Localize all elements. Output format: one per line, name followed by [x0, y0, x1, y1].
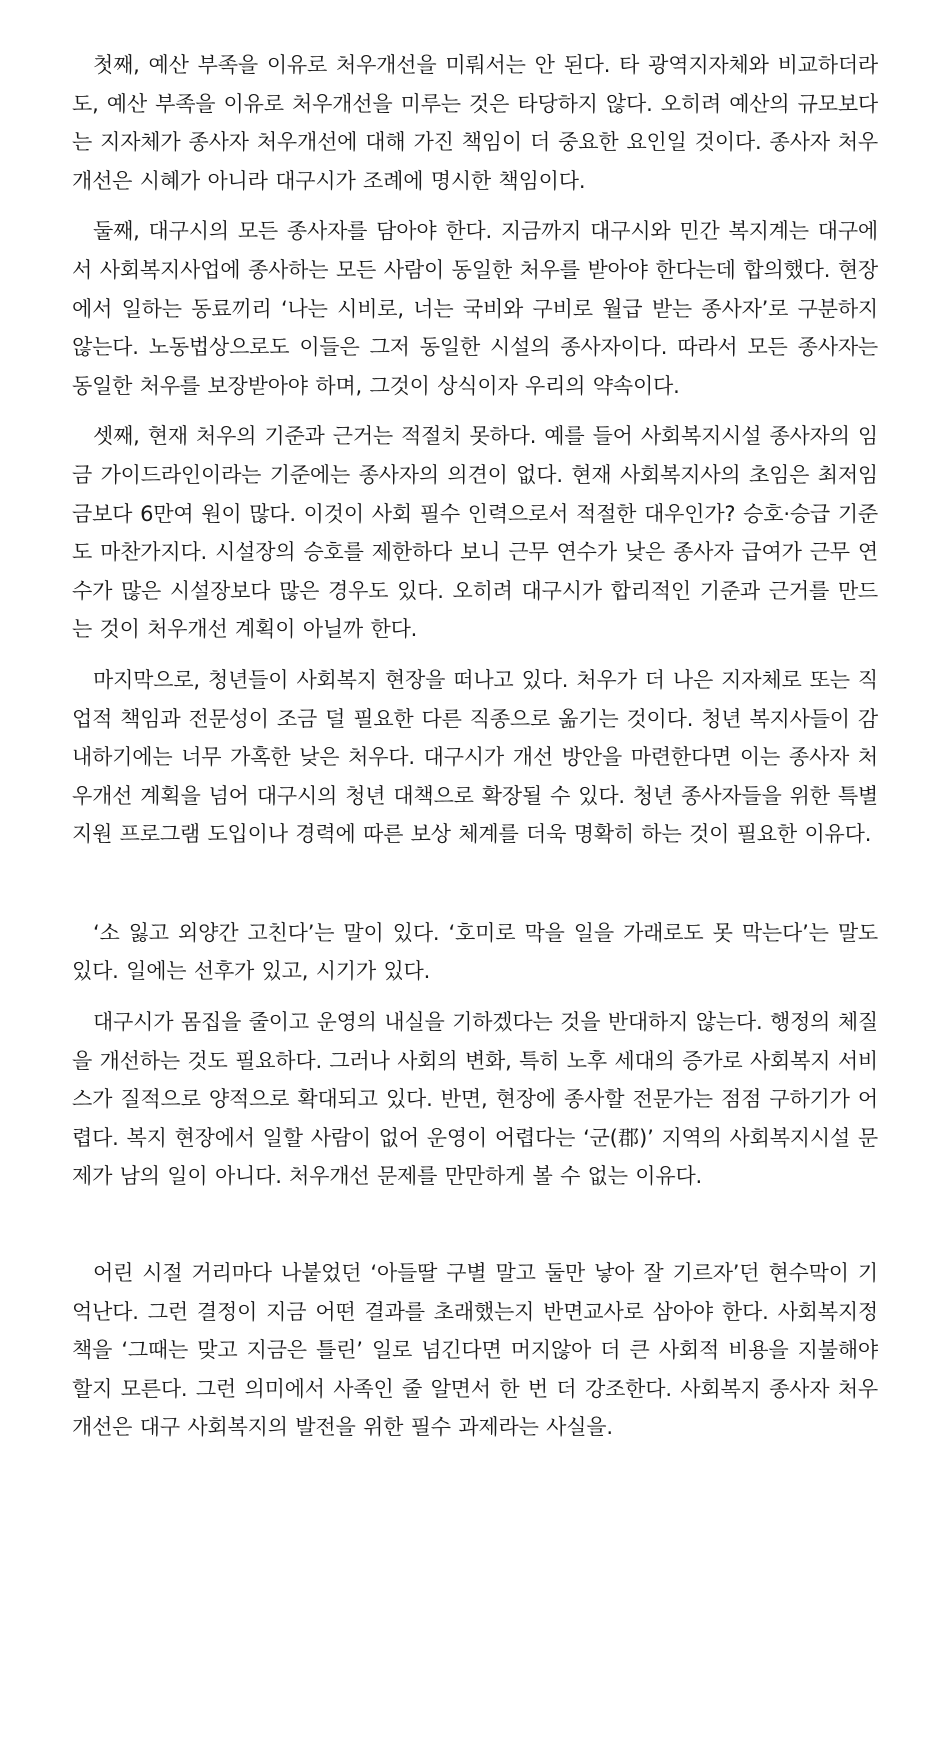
- paragraph-third-point: 셋째, 현재 처우의 기준과 근거는 적절치 못하다. 예를 들어 사회복지시설 종사자의 임금 가이드라인이라는 기준에는 종사자의 의견이 없다. 현재 사회복지사의 초임은 최저임금보다 6만여 원이 많다. 이것이 사회 필수 인력으로서 적절한 대우인가? 승호·승급 기준도 마찬가지다. 시설장의 승호를 제한하다 보니 근무 연수가 낮은 종사자 급여가 근무 연수가 많은 시설장보다 많은 경우도 있다. 오히려 대구시가 합리적인 기준과 근거를 만드는 것이 처우개선 계획이 아닐까 한다.: [72, 424, 878, 642]
- section-break: [72, 1208, 878, 1254]
- paragraph-first-point: 첫째, 예산 부족을 이유로 처우개선을 미뤄서는 안 된다. 타 광역지자체와 비교하더라도, 예산 부족을 이유로 처우개선을 미루는 것은 타당하지 않다. 오히려 예산의 규모보다는 지자체가 종사자 처우개선에 대해 가진 책임이 더 중요한 요인일 것이다. 종사자 처우개선은 시혜가 아니라 대구시가 조례에 명시한 책임이다.: [72, 53, 878, 193]
- paragraph-conclusion: 어린 시절 거리마다 나붙었던 ‘아들딸 구별 말고 둘만 낳아 잘 기르자’던 현수막이 기억난다. 그런 결정이 지금 어떤 결과를 초래했는지 반면교사로 삼아야 한다. 사회복지정책을 ‘그때는 맞고 지금은 틀린’ 일로 넘긴다면 머지않아 더 큰 사회적 비용을 지불해야 할지 모른다. 그런 의미에서 사족인 줄 알면서 한 번 더 강조한다. 사회복지 종사자 처우개선은 대구 사회복지의 발전을 위한 필수 과제라는 사실을.: [72, 1261, 878, 1440]
- section-break: [72, 866, 878, 914]
- paragraph-proverb: ‘소 잃고 외양간 고친다’는 말이 있다. ‘호미로 막을 일을 가래로도 못 막는다’는 말도 있다. 일에는 선후가 있고, 시기가 있다.: [72, 920, 878, 984]
- article-body: [72, 46, 878, 1459]
- paragraph-second-point: 둘째, 대구시의 모든 종사자를 담아야 한다. 지금까지 대구시와 민간 복지계는 대구에서 사회복지사업에 종사하는 모든 사람이 동일한 처우를 받아야 한다는데 합의했다. 현장에서 일하는 동료끼리 ‘나는 시비로, 너는 국비와 구비로 월급 받는 종사자’로 구분하지 않는다. 노동법상으로도 이들은 그저 동일한 시설의 종사자이다. 따라서 모든 종사자는 동일한 처우를 보장받아야 하며, 그것이 상식이자 우리의 약속이다.: [72, 219, 878, 398]
- paragraph-last-point: 마지막으로, 청년들이 사회복지 현장을 떠나고 있다. 처우가 더 나은 지자체로 또는 직업적 책임과 전문성이 조금 덜 필요한 다른 직종으로 옮기는 것이다. 청년 복지사들이 감내하기에는 너무 가혹한 낮은 처우다. 대구시가 개선 방안을 마련한다면 이는 종사자 처우개선 계획을 넘어 대구시의 청년 대책으로 확장될 수 있다. 청년 종사자들을 위한 특별 지원 프로그램 도입이나 경력에 따른 보상 체계를 더욱 명확히 하는 것이 필요한 이유다.: [72, 667, 878, 847]
- paragraph-restructuring: 대구시가 몸집을 줄이고 운영의 내실을 기하겠다는 것을 반대하지 않는다. 행정의 체질을 개선하는 것도 필요하다. 그러나 사회의 변화, 특히 노후 세대의 증가로 사회복지 서비스가 질적으로 양적으로 확대되고 있다. 반면, 현장에 종사할 전문가는 점점 구하기가 어렵다. 복지 현장에서 일할 사람이 없어 운영이 어렵다는 ‘군(郡)’ 지역의 사회복지시설 문제가 남의 일이 아니다. 처우개선 문제를 만만하게 볼 수 없는 이유다.: [72, 1010, 878, 1189]
